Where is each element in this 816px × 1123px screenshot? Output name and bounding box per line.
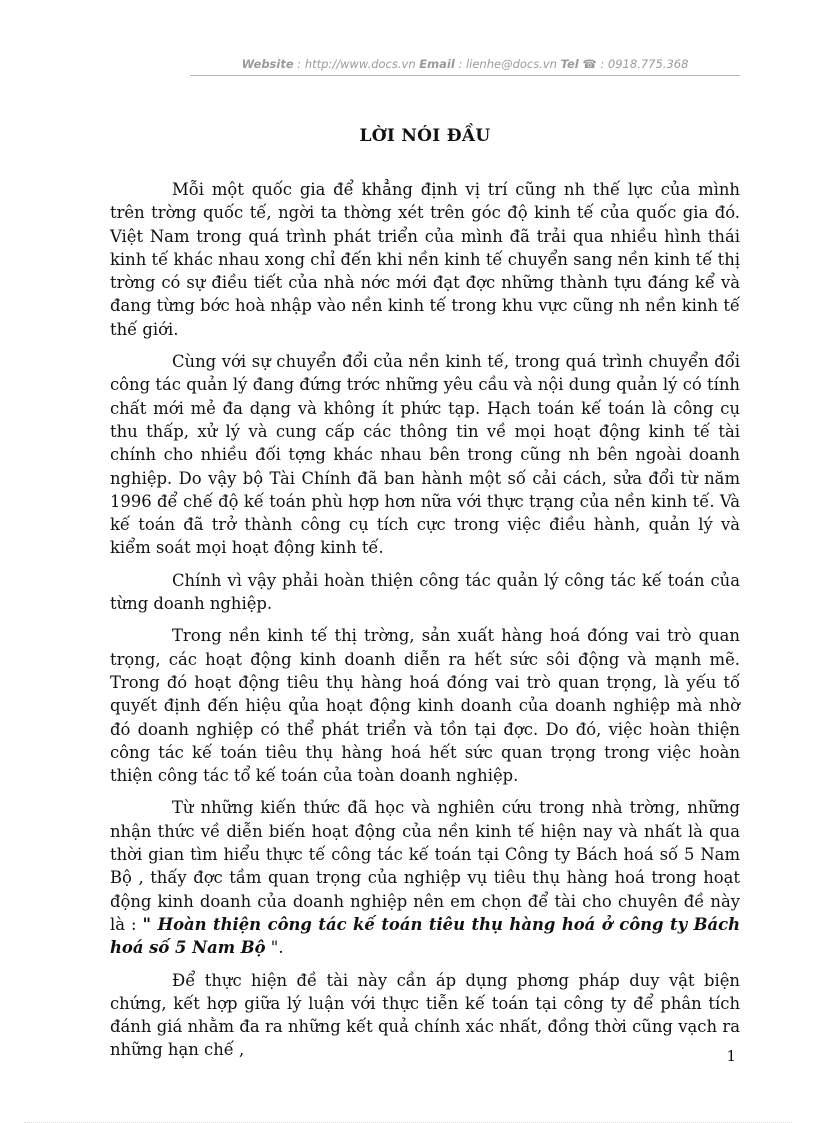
paragraph-text: Từ những kiến thức đã học và nghiên cứu trong nhà trờng, những nhận thức về diễn biến hoạt động của nền kinh tế hiện nay và nhất là qua thời gian tìm hiểu thực tế công tác kế toán tại Công ty Bách hoá số 5 Nam Bộ , thấy đợc tầm quan trọng của nghiệp vụ tiêu thụ hàng hoá trong hoạt động kinh doanh của doanh nghiệp nên em chọn để tài cho chuyên đề này là :: [110, 798, 740, 934]
thesis-title: " Hoàn thiện công tác kế toán tiêu thụ hàng hoá ở công ty Bách hoá số 5 Nam Bộ: [110, 914, 740, 958]
paragraph: [110, 796, 740, 959]
page-header: Website : http://www.docs.vn Email : lienhe@docs.vn Tel ☎ : 0918.775.368: [241, 57, 689, 71]
paragraph-tail: ".: [265, 938, 284, 958]
website-url[interactable]: http://www.docs.vn: [304, 57, 416, 71]
phone-icon: ☎: [582, 57, 597, 71]
page-number: 1: [726, 1047, 736, 1065]
paragraph: Cùng với sự chuyển đổi của nền kinh tế, trong quá trình chuyển đổi công tác quản lý đang đứng trớc những yêu cầu và nội dung quản lý có tính chất mới mẻ đa dạng và không ít phức tạp. Hạch toán kế toán là công cụ thu thấp, xử lý và cung cấp các thông tin về mọi hoạt động kinh tế tài chính cho nhiều đối tợng khác nhau bên trong cũng nh bên ngoài doanh nghiệp. Do vậy bộ Tài Chính đã ban hành một số cải cách, sửa đổi từ năm 1996 để chế độ kế toán phù hợp hơn nữa với thực trạng của nền kinh tế. Và kế toán đã trở thành công cụ tích cực trong việc điều hành, quản lý và kiểm soát mọi hoạt động kinh tế.: [110, 352, 740, 558]
tel-number: 0918.775.368: [607, 57, 689, 71]
paragraph: Chính vì vậy phải hoàn thiện công tác quản lý công tác kế toán của từng doanh nghiệp.: [110, 570, 740, 614]
paragraph: Trong nền kinh tế thị trờng, sản xuất hàng hoá đóng vai trò quan trọng, các hoạt động kinh doanh diễn ra hết sức sôi động và mạnh mẽ. Trong đó hoạt động tiêu thụ hàng hoá đóng vai trò quan trọng, là yếu tố quyết định đến hiệu qủa hoạt động kinh doanh của doanh nghiệp mà nhờ đó doanh nghiệp có thể phát triển và tồn tại đợc. Do đó, việc hoàn thiện công tác kế toán tiêu thụ hàng hoá hết sức quan trọng trong việc hoàn thiện công tác tổ kế toán của toàn doanh nghiệp.: [110, 626, 740, 786]
header-divider: [190, 75, 740, 76]
email-label: Email: [419, 57, 455, 71]
email-address[interactable]: lienhe@docs.vn: [465, 57, 557, 71]
tel-label: Tel: [560, 57, 579, 71]
paragraph: Mỗi một quốc gia để khẳng định vị trí cũng nh thế lực của mình trên trờng quốc tế, ngời ta thờng xét trên góc độ kinh tế của quốc gia đó. Việt Nam trong quá trình phát triển của mình đã trải qua nhiều hình thái kinh tế khác nhau xong chỉ đến khi nền kinh tế chuyển sang nền kinh tế thị trờng có sự điều tiết của nhà nớc mới đạt đợc những thành tựu đáng kể và đang từng bớc hoà nhập vào nền kinh tế trong khu vực cũng nh nền kinh tế thế giới.: [110, 180, 740, 339]
document-body: [110, 178, 740, 1071]
page-title: LỜI NÓI ĐẦU: [359, 126, 491, 146]
paragraph: Để thực hiện đề tài này cần áp dụng phơng pháp duy vật biện chứng, kết hợp giữa lý luận với thực tiễn kế toán tại công ty để phân tích đánh giá nhằm đa ra những kết quả chính xác nhất, đồng thời cũng vạch ra những hạn chế ,: [110, 970, 740, 1060]
website-label: Website: [241, 57, 294, 71]
